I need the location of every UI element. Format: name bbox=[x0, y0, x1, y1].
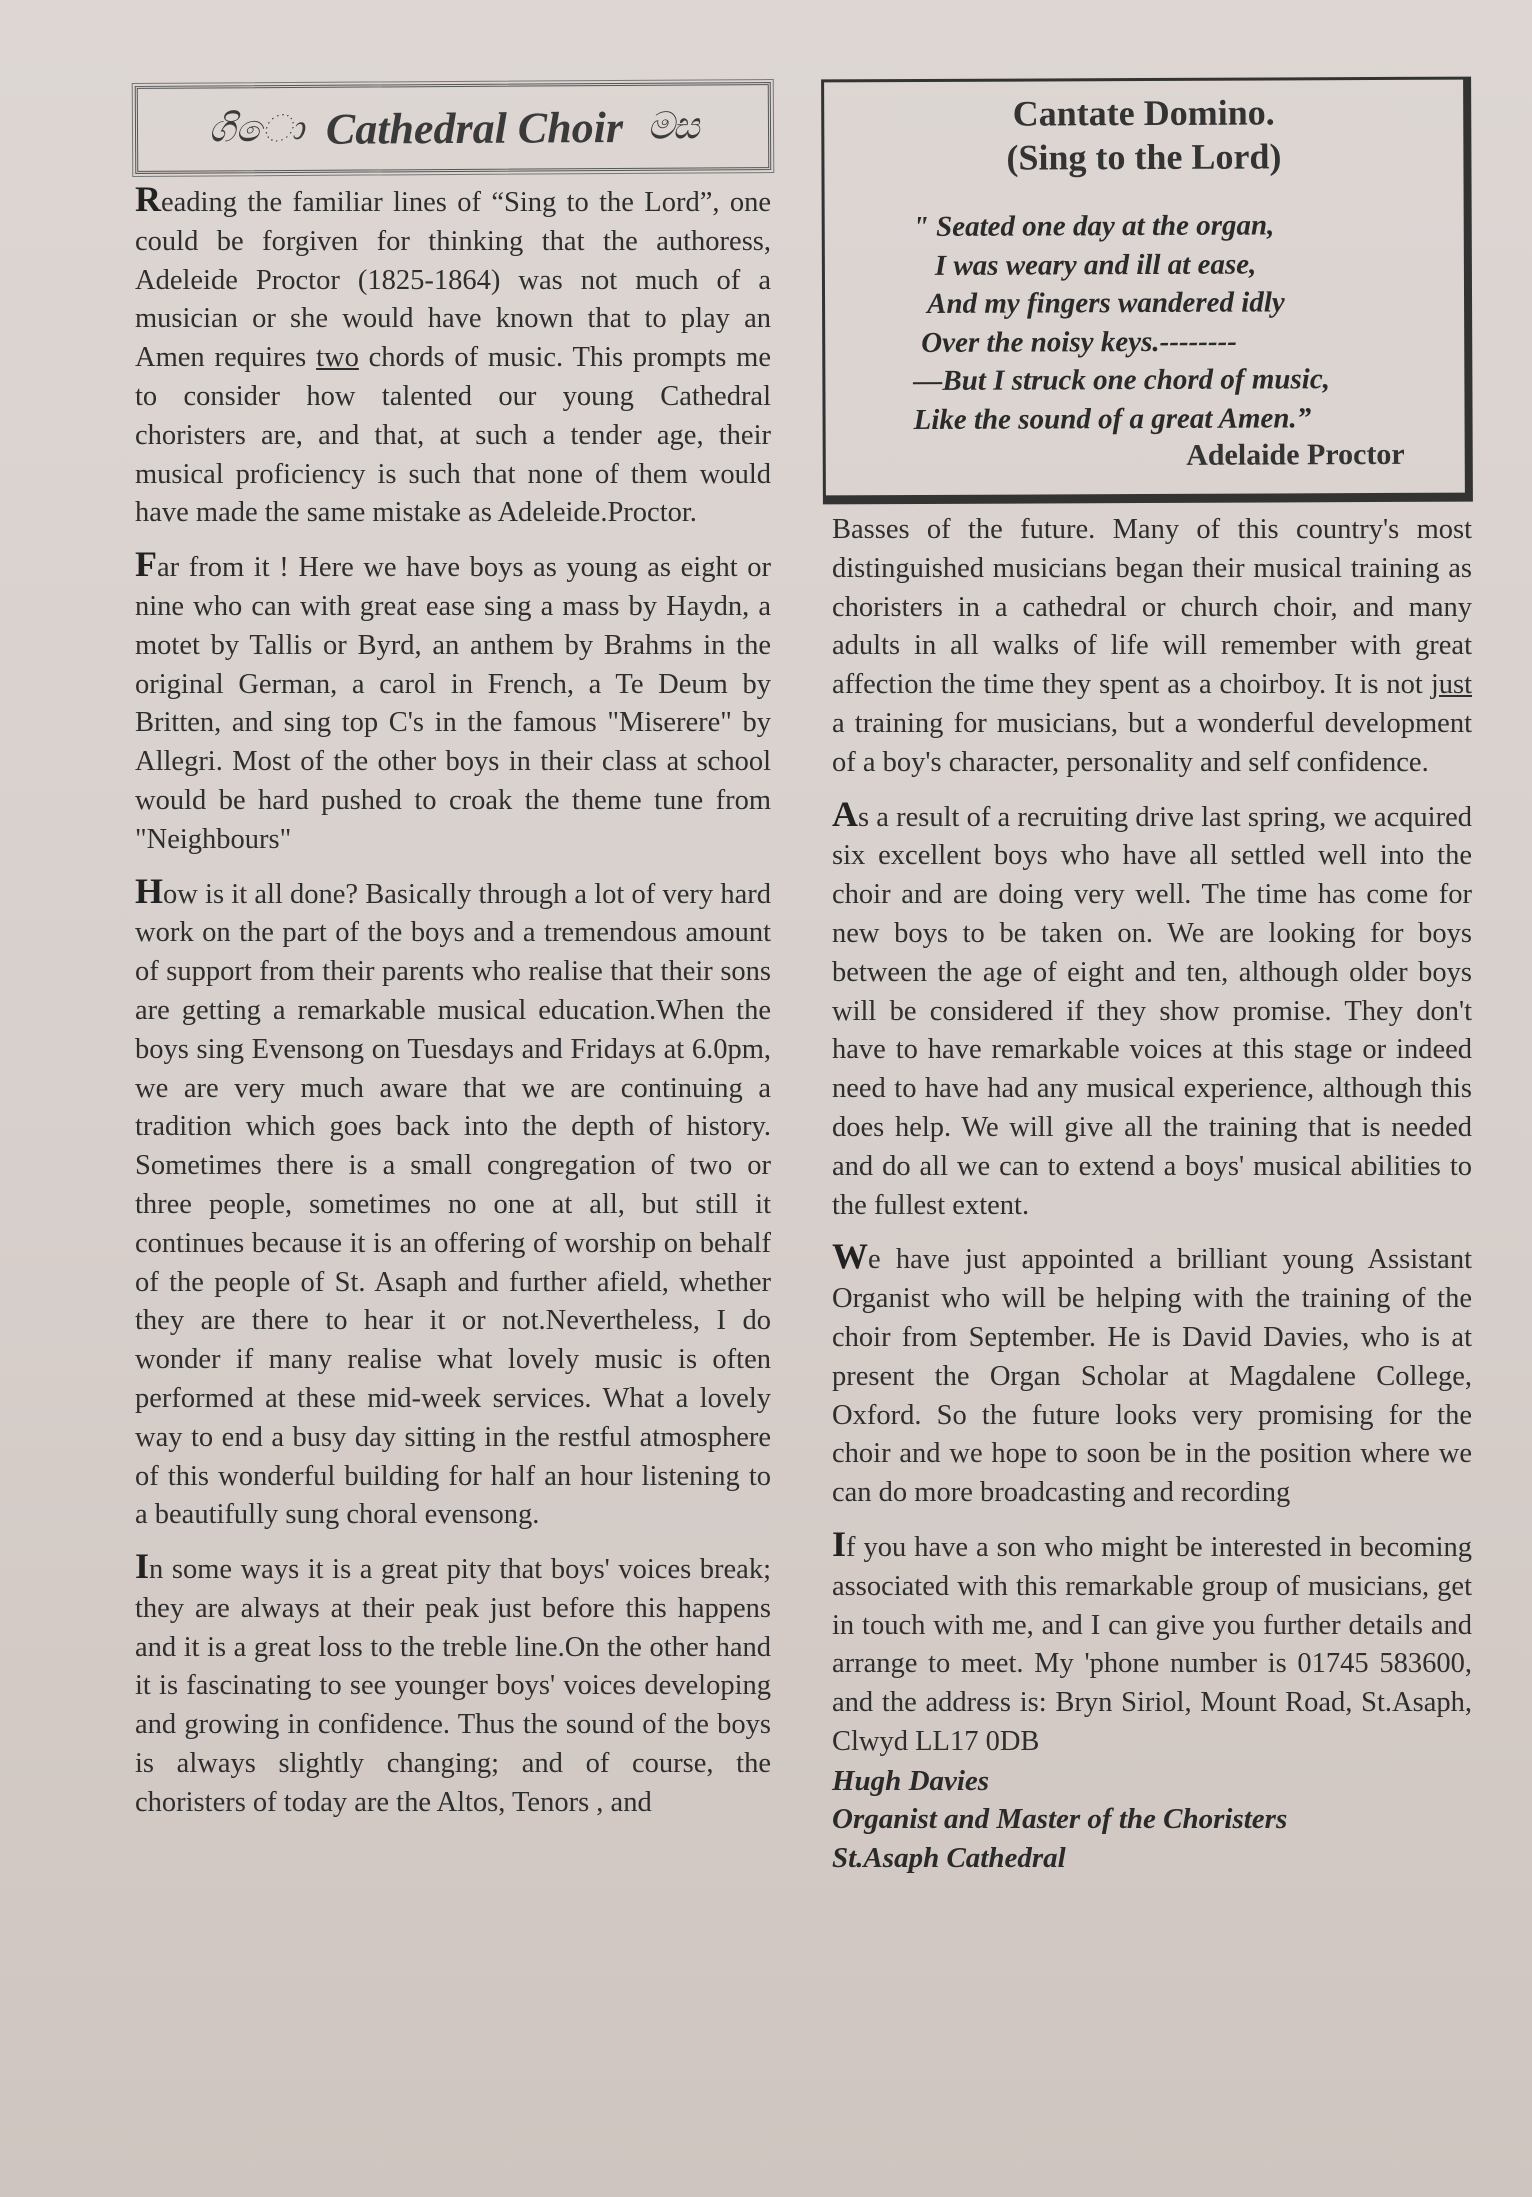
signature-name: Hugh Davies bbox=[832, 1764, 990, 1797]
paragraph-text: chords of music. This prompts me to consider how talented our young Cathedral choristers are, and that, at such a tender age, their musical proficiency is such that none of them would have made the same mistake as Adeleide.Proctor. bbox=[135, 342, 771, 529]
poem-line: Like the sound of a great Amen.” bbox=[913, 401, 1312, 436]
drop-cap: R bbox=[135, 179, 161, 219]
ornament-left-icon: ගිො bbox=[208, 107, 303, 151]
poem-subtitle: (Sing to the Lord) bbox=[1006, 136, 1282, 178]
poem-line: —But I struck one chord of music, bbox=[913, 363, 1331, 398]
signature-place: St.Asaph Cathedral bbox=[832, 1841, 1066, 1874]
underlined-word: two bbox=[316, 342, 359, 374]
paragraph-text: e have just appointed a brilliant young Assistant Organist who will be helping with the training of the choir from September. He is David Davies, who is at present the Organ Scholar at Magdalene College, Oxford. So the future looks very promising for the choir and we hope to soon be in the position where we can do more broadcasting and recording bbox=[832, 1244, 1472, 1509]
paragraph-text: f you have a son who might be interested in becoming associated with this remarkable group of musicians, get in touch with me, and I can give you further details and arrange to meet. My 'phone number is 01745 583600, and the address is: Bryn Siriol, Mount Road, St.Asaph, Clwyd LL17 0DB bbox=[832, 1531, 1472, 1757]
paragraph-text: a training for musicians, but a wonderful development of a boy's character, personality and self confidence. bbox=[832, 707, 1472, 778]
drop-cap: I bbox=[135, 1546, 150, 1587]
poem-line: I was weary and ill at ease, bbox=[934, 248, 1257, 282]
paragraph-text: ow is it all done? Basically through a lot of very hard work on the part of the boys and a tremendous amount of support from their parents who realise that their sons are getting a remarkable musical education.When the boys sing Evensong on Tuesdays and Fridays at 6.0pm, we are very much aware that we are continuing a tradition which goes back into the depth of history. Sometimes there is a small congregation of two or three people, sometimes no one at all, but still it continues because it is an offering of worship on behalf of the people of St. Asaph and further afield, whether they are there to hear it or not.Nevertheless, I do wonder if many realise what lovely music is often performed at these mid-week services. What a lovely way to end a busy day sitting in the restful atmosphere of this wonderful building for half an hour listening to a beautifully sung choral evensong. bbox=[135, 878, 771, 1531]
poem-line: And my fingers wandered idly bbox=[926, 286, 1285, 320]
drop-cap: A bbox=[832, 793, 858, 834]
article-title: Cathedral Choir bbox=[325, 102, 624, 154]
paragraph-text: eading the familiar lines of “Sing to the Lord”, one could be forgiven for thinking that the authoress, Adeleide Proctor (1825-1864) was not much of a musician or she would have known that to play an Amen requires bbox=[135, 187, 771, 374]
drop-cap: I bbox=[832, 1523, 847, 1564]
paragraph-basses bbox=[832, 511, 1472, 783]
drop-cap: F bbox=[135, 544, 157, 585]
drop-cap: W bbox=[832, 1236, 868, 1277]
left-column bbox=[135, 84, 771, 1835]
paragraph-text: n some ways it is a great pity that boys' voices break; they are always at their peak just before this happens and it is a great loss to the treble line.On the other hand it is fascinating to see younger boys' voices developing and growing in confidence. Thus the sound of the boys is always slightly changing; and of course, the choristers of today are the Altos, Tenors , and bbox=[135, 1554, 771, 1818]
paragraph-text: Basses of the future. Many of this country's most distinguished musicians began their musical training as choristers in a cathedral or church choir, and many adults in all walks of life will remember with great affection the time they spent as a choirboy. It is not bbox=[832, 514, 1472, 701]
poem-title: Cantate Domino. bbox=[1012, 92, 1275, 134]
paragraph-recruiting bbox=[832, 795, 1472, 1226]
ornament-right-icon: මස bbox=[646, 105, 698, 148]
underlined-word: just bbox=[1430, 669, 1472, 701]
right-column bbox=[832, 78, 1472, 1877]
poem-author: Adelaide Proctor bbox=[1186, 437, 1405, 472]
paragraph-voices-break bbox=[135, 1547, 771, 1823]
paragraph-how-is-it-done bbox=[135, 872, 771, 1536]
poem-line: " Seated one day at the organ, bbox=[912, 209, 1275, 244]
paragraph-far-from-it bbox=[135, 545, 771, 859]
signature-role: Organist and Master of the Choristers bbox=[832, 1803, 1288, 1836]
paragraph-assistant-organist bbox=[832, 1237, 1472, 1513]
drop-cap: H bbox=[135, 870, 164, 911]
paragraph-intro bbox=[135, 180, 771, 533]
article-title-box bbox=[135, 82, 772, 174]
poem-line: Over the noisy keys.-------- bbox=[921, 325, 1237, 359]
paragraph-text: s a result of a recruiting drive last spring, we acquired six excellent boys who have all settled well into the choir and are doing very well. The time has come for new boys to be taken on. We are looking for boys between the age of eight and ten, although older boys will be considered if they show promise. They don't have to have remarkable voices at this stage or indeed need to have had any musical experience, although this does help. We will give all the training that is needed and do all we can to extend a boys' musical abilities to the fullest extent. bbox=[832, 801, 1472, 1221]
poem-box bbox=[821, 77, 1473, 505]
paragraph-text: ar from it ! Here we have boys as young as eight or nine who can with great ease sing a mass by Haydn, a motet by Tallis or Byrd, an anthem by Brahms in the original German, a carol in French, a Te Deum by Britten, and sing top C's in the famous "Miserere" by Allegri. Most of the other boys in their class at school would be hard pushed to croak the theme tune from "Neighbours" bbox=[135, 552, 771, 855]
paragraph-contact bbox=[832, 1525, 1472, 1762]
poem-lines bbox=[845, 206, 1445, 440]
